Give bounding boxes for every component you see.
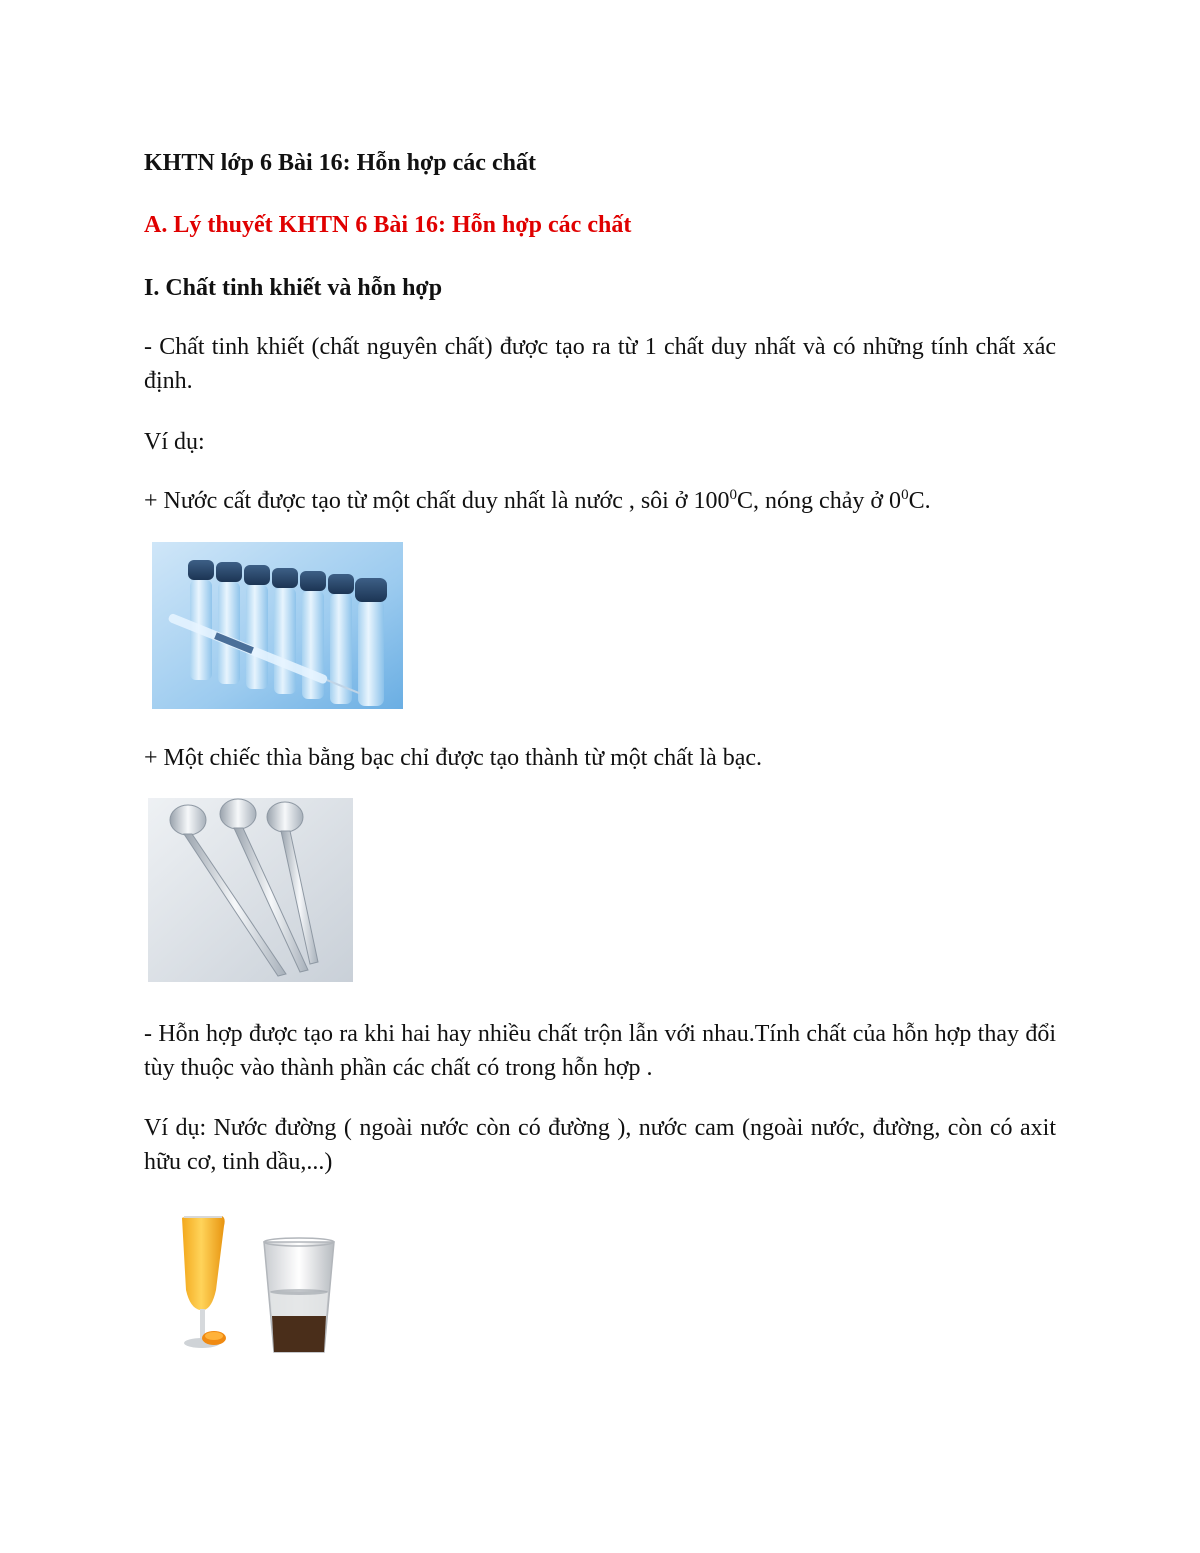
- mixture-example-paragraph: Ví dụ: Nước đường ( ngoài nước còn có đường ), nước cam (ngoài nước, đường, còn có axit hữu cơ, tinh dầu,...): [144, 1115, 1056, 1175]
- example-label: Ví dụ:: [144, 429, 205, 455]
- example-distilled-water: [144, 484, 1056, 518]
- example-silver-spoon: + Một chiếc thìa bằng bạc chỉ được tạo thành từ một chất là bạc.: [144, 745, 763, 771]
- degree-sup-1: 0: [729, 487, 738, 503]
- vials-image: [152, 542, 403, 709]
- section-a-heading: A. Lý thuyết KHTN 6 Bài 16: Hỗn hợp các chất: [144, 212, 632, 238]
- water-text-3: C.: [908, 488, 931, 514]
- water-text-2: C, nóng chảy ở 0: [737, 488, 902, 514]
- degree-sup-2: 0: [901, 487, 909, 503]
- drinks-image: [168, 1212, 343, 1360]
- pure-substance-paragraph: - Chất tinh khiết (chất nguyên chất) được tạo ra từ 1 chất duy nhất và có những tính chất xác định.: [144, 334, 1056, 394]
- spoons-image: [148, 798, 353, 982]
- water-text-1: + Nước cất được tạo từ một chất duy nhất là nước , sôi ở 100: [144, 488, 730, 514]
- document-title: KHTN lớp 6 Bài 16: Hỗn hợp các chất: [144, 150, 536, 176]
- section-i-heading: I. Chất tinh khiết và hỗn hợp: [144, 275, 443, 301]
- mixture-paragraph: - Hỗn hợp được tạo ra khi hai hay nhiều chất trộn lẫn với nhau.Tính chất của hỗn hợp thay đổi tùy thuộc vào thành phần các chất có trong hỗn hợp .: [144, 1021, 1056, 1081]
